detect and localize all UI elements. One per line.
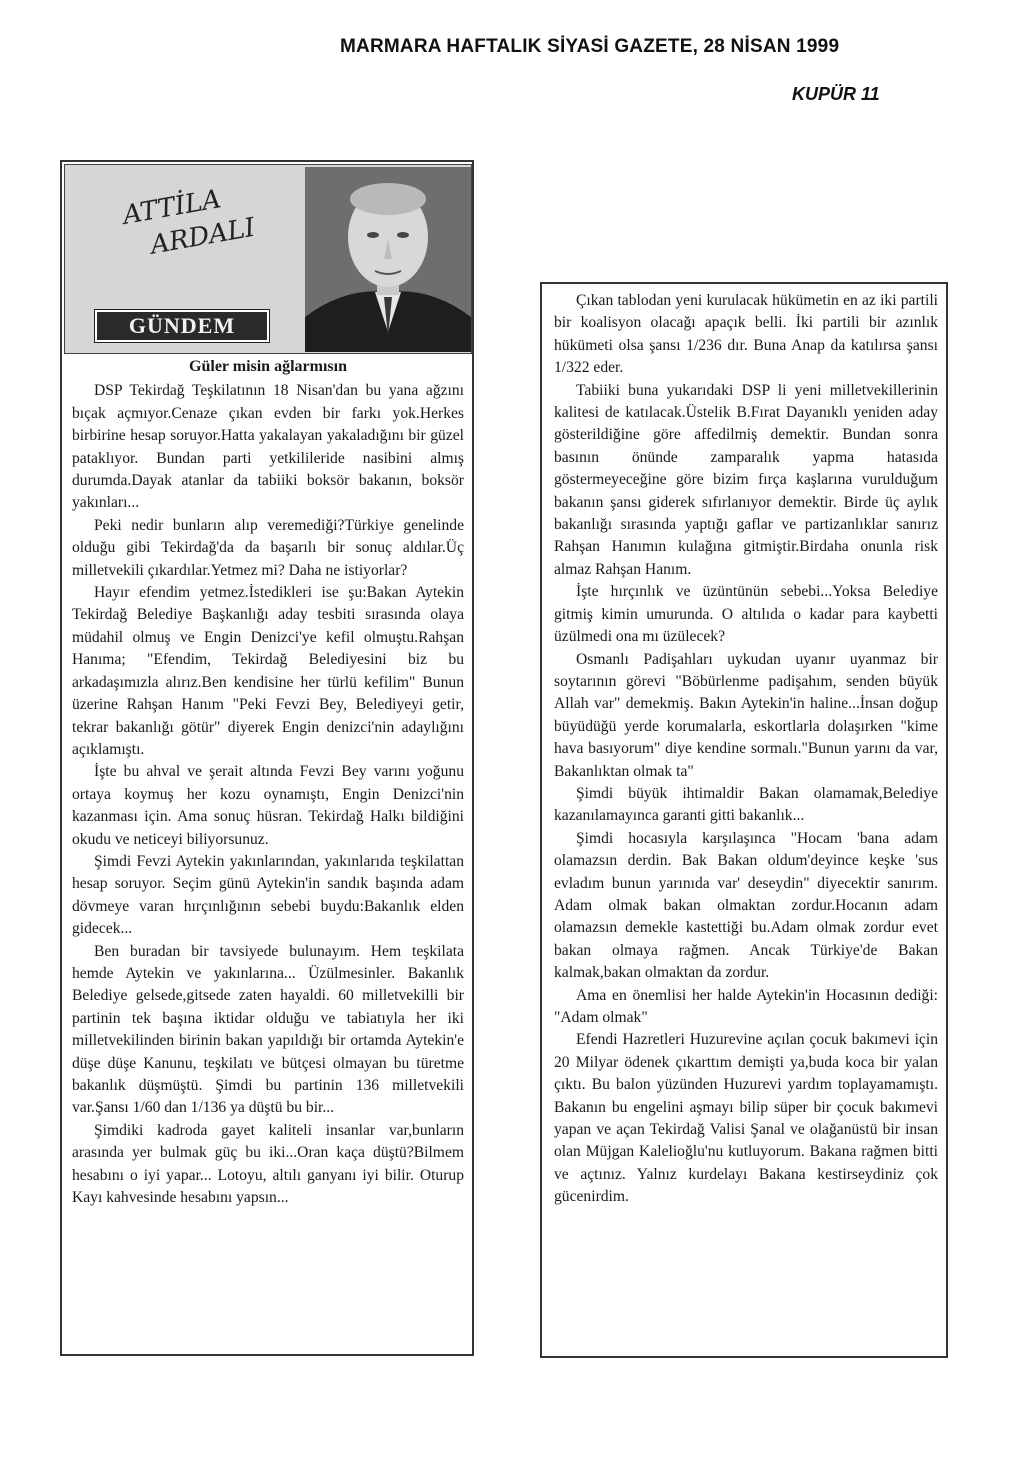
- paragraph: Ama en önemlisi her halde Aytekin'in Hocasının dediği: "Adam olmak": [554, 986, 938, 1026]
- article-title: Güler misin ağlarmısın: [189, 358, 347, 375]
- author-header: [64, 164, 472, 354]
- paragraph: Hayır efendim yetmez.İstedikleri ise şu:Bakan Aytekin Tekirdağ Belediye Başkanlığı aday tesbiti sırasında olaya müdahil olmuş ve Engin Denizci'ye kefil olmuştu.Rahşan Hanıma; "Efendim, Tekirdağ Belediyesini biz bu arkadaşımızla alırız.Ben kendisine her türlü kefilim" Bunun üzerine Rahşan Hanım "Peki Fevzi Bey, Belediyeyi getir, tekrar bakanlığı götür" diyerek Engin denizci'nin adaylığını açıklamıştı.: [72, 584, 464, 758]
- paragraph: Şimdiki kadroda gayet kaliteli insanlar var,bunların arasında yer bulmak güç bu iki...Oran kaça düştü?Bilmem hesabını o iyi yapar... Lotoyu, altılı ganyanı iyi bilir. Oturup Kayı kahvesinde hesabını yapsın...: [72, 1121, 464, 1207]
- signature-line-1: ATTİLA: [120, 184, 224, 231]
- left-column-text: [72, 356, 464, 1209]
- author-photo: [305, 167, 471, 352]
- paragraph: Ben buradan bir tavsiyede bulunayım. Hem teşkilata hemde Aytekin ve yakınlarına... Üzülmesinler. Bakanlık Belediye gelsede,gitsede zaten hayaldi. 60 milletvekilli bir partinin tek başına iktidar olduğu ve tabiatıyla her iki milletvekilinden birinin bakan yapıldığı bir ortamda Aytekin'e düşe düşe Kanunu, teşkilatı ve bütçesi olmayan bu türetme bakanlık düşmüştü. Şimdi bu partinin 136 milletvekili var.Şansı 1/60 dan 1/136 ya düştü bu bir...: [72, 942, 464, 1117]
- paragraph: DSP Tekirdağ Teşkilatının 18 Nisan'dan bu yana ağzını bıçak açmıyor.Cenaze çıkan evden bir farkı yok.Herkes birbirine hesap soruyor.Hatta yakalayan yakaladığını bir güzel pataklıyor. Bundan parti yetkilileride nasibini almış durumda.Dayak atanlar da tabiiki boksör bakanın, boksör yakınları...: [72, 382, 464, 512]
- paragraph: İşte hırçınlık ve üzüntünün sebebi...Yoksa Belediye gitmiş kimin umurunda. O altılıda o kadar para kaybetti üzülmedi ona mı üzülecek?: [554, 583, 938, 646]
- paragraph: Çıkan tablodan yeni kurulacak hükümetin en az iki partili bir koalisyon olacağı apaçık belli. İki partili bir azınlık hükümeti olsa şansı 1/236 dır. Buna Anap da katılırsa şansı 1/322 eder.: [554, 292, 938, 377]
- paragraph: Tabiiki buna yukarıdaki DSP li yeni milletvekillerinin kalitesi de katılacak.Üstelik B.Fırat Dayanıklı yeniden aday gösterildiğine göre affedilmiş demektir. Bundan sonra basının önünde zamparalık yapma hatasıda göstermeyeceğine göre bizim fırça kaşlarına vurulduğum bakanın şansı giderek sıfırlanıyor demektir. Birde üç aylık bakanlığı sırasında yaptığı gaflar ve partizanlıklar sanırız Rahşan Hanımın kulağına gitmiştir.Birdaha onunla risk almaz Rahşan Hanım.: [554, 381, 938, 578]
- paragraph: Peki nedir bunların alıp veremediği?Türkiye genelinde olduğu gibi Tekirdağ'da da başarılı bir sonuç aldılar.Üç milletvekili çıkardılar.Yetmez mi? Daha ne istiyorlar?: [72, 516, 464, 579]
- right-column-text: [554, 290, 938, 1209]
- paragraph: Şimdi büyük ihtimaldir Bakan olamamak,Belediye kazanılamayınca garanti gitti bakanlık...: [554, 784, 938, 825]
- paragraph: Efendi Hazretleri Huzurevine açılan çocuk bakımevi için 20 Milyar ödenek çıkarttım demişti ya,buda koca bir yalan çıktı. Bu balon yüzünden Huzurevi yardım toplayamamıştı. Bakanın bu engelini aşmayı bilip süper bir çocuk bakımevi yapan ve açan Tekirdağ Valisi Şanal ve olağanüstü bir insan olan Müjgan Kalelioğlu'nu kutluyorum. Bakana rağmen bitti ve açtınız. Yalnız kurdelayı Bakana kestirseydiniz çok gücenirdim.: [554, 1031, 938, 1206]
- signature-line-2: ARDALI: [148, 212, 258, 261]
- author-portrait-illustration: [305, 167, 471, 352]
- paragraph: İşte bu ahval ve şerait altında Fevzi Bey varını yoğunu ortaya koymuş her kozu oynamıştı, Engin Denizci'nin kazanması için. Ama sonuç hüsran. Tekirdağ Halkı bildiğini okudu ve neticeyi biliyorsunuz.: [72, 763, 464, 848]
- clipping-number: KUPÜR 11: [792, 84, 880, 104]
- article-clipping-right: [540, 282, 948, 1358]
- paragraph: Şimdi Fevzi Aytekin yakınlarından, yakınlarıda teşkilattan hesap soruyor. Seçim günü Aytekin'in sandık başında adam dövmeye varan hırçınlığının sebebi buydu:Bakanlık elden gidecek...: [72, 852, 464, 938]
- paragraph: Şimdi hocasıyla karşılaşınca "Hocam 'bana adam olamazsın derdin. Bak Bakan oldum'deyince keşke 'sus evladım bunun yarınıda var' deseydin" diyecektir sanırım. Adam olmak bakan olmaktan zordur.Hocanın adam olamazsın demekle kastettiği bu.Adam olmak zordur evet bakan olmaya rağmen. Ancak Türkiye'de Bakan kalmak,bakan olmaktan da zordur.: [554, 829, 938, 982]
- article-clipping-left: [60, 160, 474, 1356]
- masthead: MARMARA HAFTALIK SİYASİ GAZETE, 28 NİSAN 1999: [340, 36, 840, 57]
- paragraph: Osmanlı Padişahları uykudan uyanır uyanmaz bir soytarının görevi "Böbürlenme padişahım, senden büyük Allah var" demekmiş. Bakın Aytekin'in haline...İnsan doğup büyüdüğü yerde korumalarla, eskortlarla dolaşırken "kime hava basıyorum" diye kendine sormalı."Bunun yarını da var, Bakanlıktan olmak ta": [554, 650, 938, 780]
- author-signature: [120, 172, 289, 267]
- column-label: GÜNDEM: [95, 310, 269, 342]
